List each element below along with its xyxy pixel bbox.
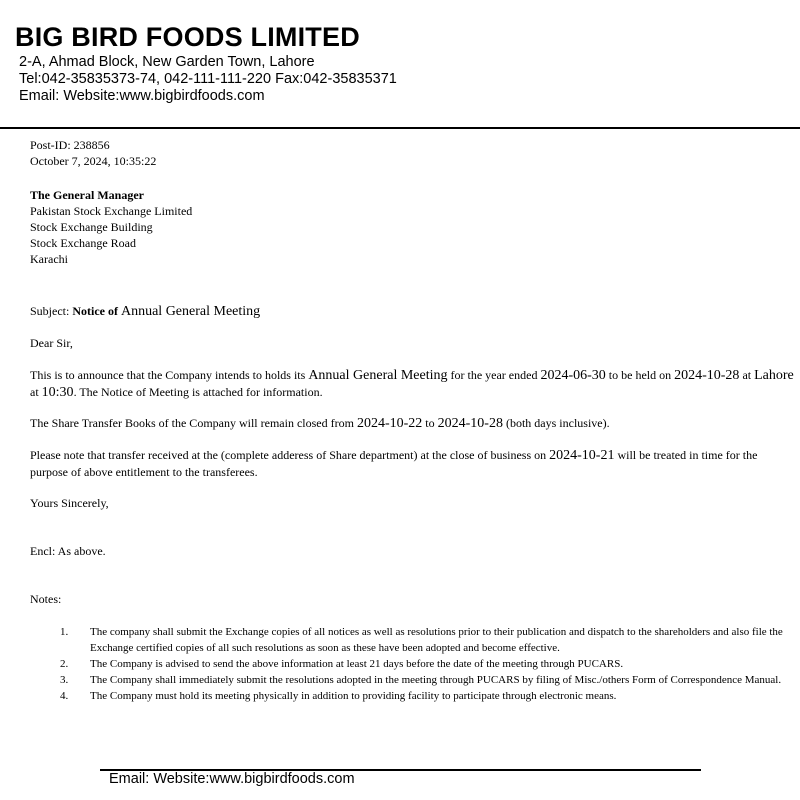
list-item [60,624,790,656]
subject-text: Annual General Meeting [120,304,261,319]
salutation: Dear Sir, [30,336,73,350]
text-span: Please note that transfer received at the (complete adderess of Share department) at the close of business on [30,448,550,462]
text-span: to be held on [605,368,675,382]
meeting-time: 10:30 [41,385,74,400]
year-end-date: 2024-06-30 [540,368,606,383]
text-span: at [739,368,755,382]
subject-line [30,303,795,320]
meeting-date: 2024-10-28 [674,368,740,383]
recipient-block [30,187,795,267]
list-number: 2. [60,658,69,670]
text-span: at [30,385,42,399]
closure-end-date: 2024-10-28 [437,416,503,431]
closing: Yours Sincerely, [30,496,109,510]
footer-web: Email: Website:www.bigbirdfoods.com [109,771,355,787]
header-divider [0,127,800,129]
list-item [60,688,790,704]
note-text: The company shall submit the Exchange copies of all notices as well as resolutions prior to their publication and dispatch to the shareholders and also file the Exchange certified copies of all such resolutions as soon as these have been adopted and become effective. [90,626,783,654]
paragraph-transfer-note [30,447,794,480]
post-id: Post-ID: 238856 [30,138,110,152]
letter-meta [30,137,795,169]
subject-prefix: Subject: [30,304,73,318]
note-text: The Company shall immediately submit the resolutions adopted in the meeting through PUCARS by filing of Misc./others Form of Correspondence Manual. [90,674,782,686]
subject-bold: Notice of [72,304,121,318]
text-span: for the year ended [447,368,541,382]
company-address: 2-A, Ahmad Block, New Garden Town, Lahore [19,54,315,70]
list-item [60,672,790,688]
meeting-venue: Lahore [754,368,794,383]
recipient-line: Karachi [30,252,68,266]
recipient-line: Pakistan Stock Exchange Limited [30,204,193,218]
list-number: 4. [60,690,69,702]
list-number: 3. [60,674,69,686]
recipient-line: Stock Exchange Road [30,236,136,250]
meeting-type: Annual General Meeting [308,368,448,383]
notes-heading: Notes: [30,592,62,606]
text-span: to [422,416,438,430]
paragraph-announcement [30,367,794,401]
enclosure: Encl: As above. [30,544,106,558]
note-text: The Company is advised to send the above information at least 21 days before the date of the meeting through PUCARS. [90,658,624,670]
text-span: will be treated in time for the purpose of above entitlement to the transferees. [30,448,758,479]
text-span: This is to announce that the Company intends to holds its [30,368,309,382]
text-span: . The Notice of Meeting is attached for information. [73,385,323,399]
text-span: The Share Transfer Books of the Company will remain closed from [30,416,357,430]
post-date: October 7, 2024, 10:35:22 [30,154,157,168]
recipient-title: The General Manager [30,188,144,202]
recipient-line: Stock Exchange Building [30,220,153,234]
company-contact: Tel:042-35835373-74, 042-111-111-220 Fax:042-35835371 [19,71,397,87]
note-text: The Company must hold its meeting physically in addition to providing facility to participate through electronic means. [90,690,617,702]
company-web: Email: Website:www.bigbirdfoods.com [19,88,265,104]
closure-start-date: 2024-10-22 [356,416,423,431]
list-number: 1. [60,626,69,638]
list-item [60,656,790,672]
text-span: (both days inclusive). [502,416,610,430]
notes-list [60,624,790,704]
company-name: BIG BIRD FOODS LIMITED [15,22,360,52]
transfer-cutoff-date: 2024-10-21 [549,448,615,463]
paragraph-book-closure [30,415,794,432]
